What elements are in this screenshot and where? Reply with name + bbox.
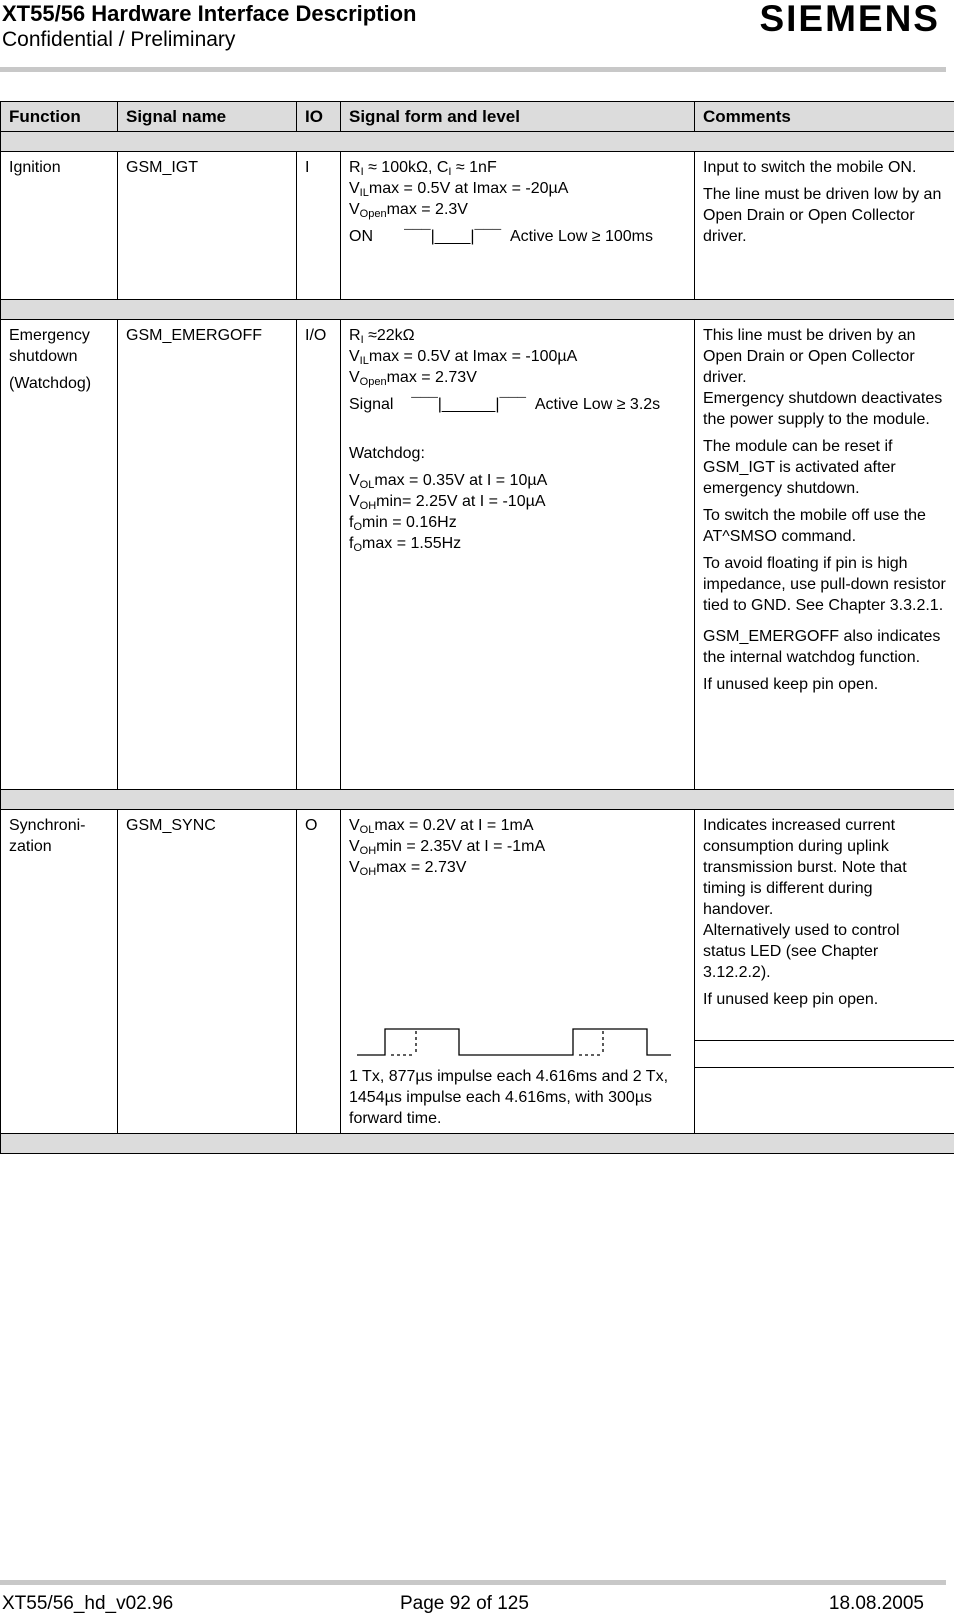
io-cell: I [297,152,341,300]
signal-level-cell: $R_I \approx 22k\Omega$ $V_{IL}\max = 0.5V$ at Imax = -100µA $V_{Open}\max = 2.73V$ Signal ¯¯¯|______|¯¯¯ Active Low ≥ 3.2s Watchdog: $V_{OL}\max = 0.35V$ at I = 10µA $V_{OH}\min= 2.25V$ at I = -10µA $f_O\min = 0.16Hz$ $f_O\max = 1.55Hz$ [341,320,695,790]
signal-name-cell: GSM_EMERGOFF [118,320,297,790]
separator-row [1,300,954,320]
document-title: XT55/56 Hardware Interface Description [2,1,417,26]
io-cell: I/O [297,320,341,790]
table-header-row [1,102,954,132]
col-io: IO [297,102,341,132]
table-row [1,320,954,790]
footer-doc-id: XT55/56_hd_v02.96 [2,1593,174,1614]
footer-rule [0,1580,946,1585]
signal-level-cell: $V_{OL}\max = 0.2V$ at I = 1mA $V_{OH}\min = 2.35V$ at I = -1mA $V_{OH}\max = 2.73V$ 1 Tx, 877µs impulse each 4.616ms and 2 Tx, 1454µs impulse each 4.616ms, with 300µs forward time. [341,810,695,1134]
signal-level-cell: $R_I \approx 100k\Omega$, $C_I \approx 1nF$ $V_{IL}\max = 0.5V$ at Imax = -20µA $V_{Open}\max = 2.3V$ ON ¯¯¯|____|¯¯¯ Active Low ≥ 100ms [341,152,695,300]
col-comments: Comments [695,102,954,132]
col-function: Function [1,102,118,132]
function-cell: Ignition [1,152,118,300]
footer-date: 18.08.2005 [828,1593,924,1614]
separator-row [1,790,954,810]
comments-cell: Input to switch the mobile ON. The line must be driven low by an Open Drain or Open Collector driver. [695,152,954,300]
table-row [1,810,954,1134]
header-rule [0,67,946,72]
col-signal-form: Signal form and level [341,102,695,132]
comments-cell: This line must be driven by an Open Drain or Open Collector driver. Emergency shutdown deactivates the power supply to the module. The module can be reset if GSM_IGT is activated after emergency shutdown. To switch the mobile off use the AT^SMSO command. To avoid floating if pin is high impedance, use pull-down resistor tied to GND. See Chapter 3.3.2.1. GSM_EMERGOFF also indicates the internal watchdog function. If unused keep pin open. [695,320,954,790]
io-cell: O [297,810,341,1134]
footer-page-number: Page 92 of 125 [400,1593,529,1614]
comments-cell: Indicates increased current consumption during uplink transmission burst. Note that timing is different during handover. Alternatively used to control status LED (see Chapter 3.12.2.2). If unused keep pin open. [695,810,954,1134]
function-cell: Emergency shutdown (Watchdog) [1,320,118,790]
comments-divider [695,1040,954,1068]
document-subtitle: Confidential / Preliminary [2,28,236,51]
signal-table [0,101,954,1154]
pulse-note: 1 Tx, 877µs impulse each 4.616ms and 2 Tx, 1454µs impulse each 4.616ms, with 300µs forward time. [349,1068,669,1127]
separator-row [1,1134,954,1154]
sync-pulse-diagram [341,1028,695,1064]
signal-name-cell: GSM_SYNC [118,810,297,1134]
col-signal-name: Signal name [118,102,297,132]
signal-name-cell: GSM_IGT [118,152,297,300]
separator-row [1,132,954,152]
table-row [1,152,954,300]
function-cell: Synchroni-zation [1,810,118,1134]
siemens-logo: SIEMENS [759,0,940,39]
